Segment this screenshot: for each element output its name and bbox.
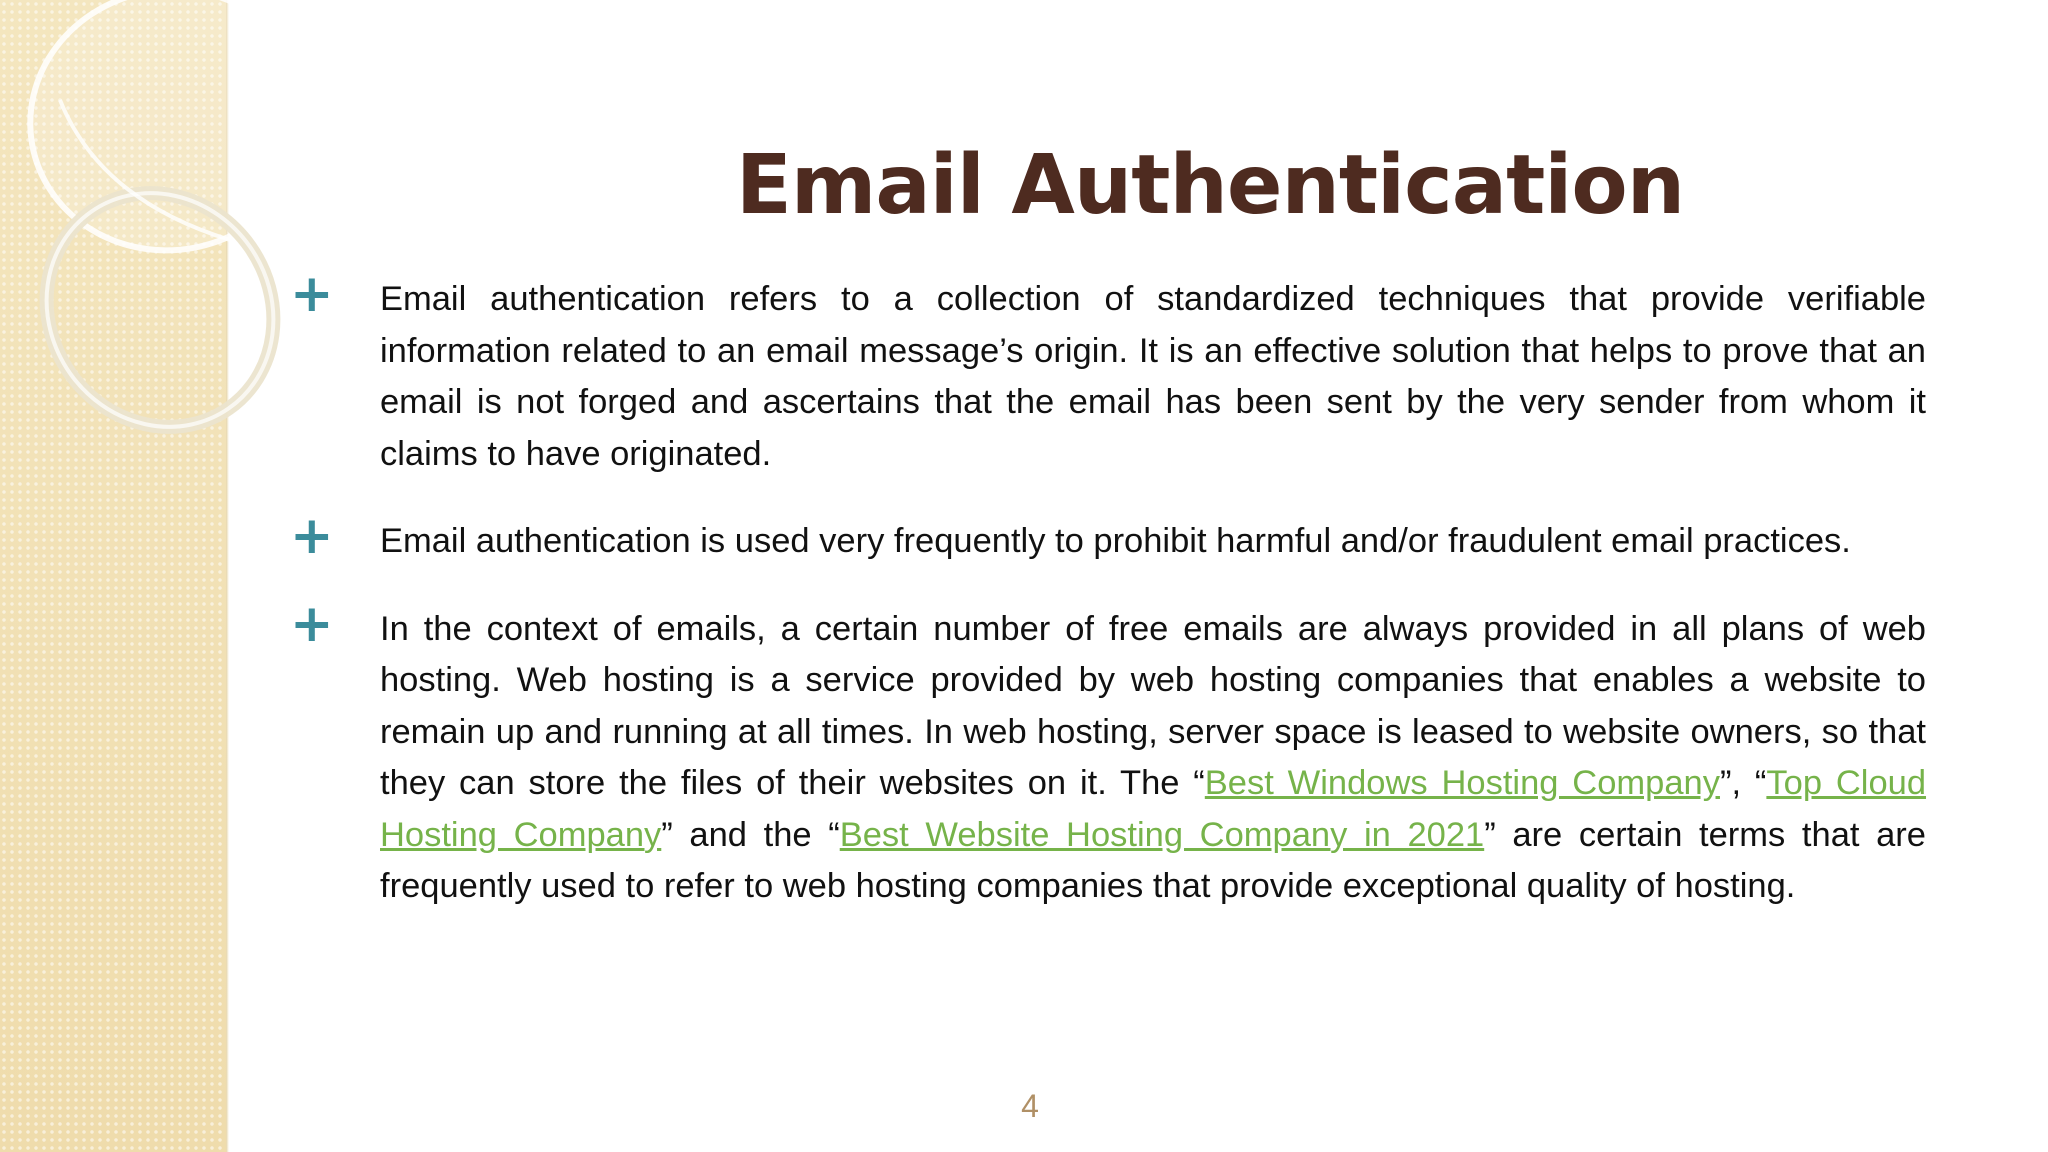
plus-icon: + <box>290 593 334 654</box>
bullet-item <box>290 593 1927 913</box>
bullet-list <box>290 264 1927 949</box>
link-top-cloud-hosting[interactable]: Top Cloud Hosting Company <box>380 764 1927 854</box>
bullet-text: Email authentication is used very frequently to prohibit harmful and/or fraudulent email practices. <box>380 522 1851 560</box>
bullet-text: Email authentication refers to a collection of standardized techniques that provide verifiable information related to an email message’s origin. It is an effective solution that helps to prove that an email is not forged and ascertains that the email has been sent by the very sender from whom it claims to have originated. <box>380 280 1926 473</box>
link-best-windows-hosting[interactable]: Best Windows Hosting Company <box>1204 764 1720 802</box>
bullet-item <box>290 506 1926 568</box>
bullet-text <box>380 604 1926 913</box>
link-best-website-hosting-2021[interactable]: Best Website Hosting Company in 2021 <box>839 815 1485 854</box>
decorative-swirl <box>0 0 240 460</box>
text-segment: ”, “ <box>1719 764 1767 802</box>
page-number: 4 <box>1021 1088 1039 1124</box>
text-segment: ” and the “ <box>661 815 840 854</box>
text-segment: In the context of emails, a certain number of free emails are always provided in all plans of web hosting. Web hosting is a service provided by web hosting companies that enables a website to remain up and running at all times. In web hosting, server space is leased to website owners, so that they can store the files of their websites on it. The “ <box>380 609 1926 802</box>
plus-icon: + <box>290 506 334 566</box>
plus-icon: + <box>290 264 334 324</box>
slide-title: Email Authentication <box>735 138 1685 233</box>
bullet-item <box>290 264 1926 480</box>
text-segment: ” are certain terms that are frequently used to refer to web hosting companies that provide exceptional quality of hosting. <box>380 815 1926 905</box>
